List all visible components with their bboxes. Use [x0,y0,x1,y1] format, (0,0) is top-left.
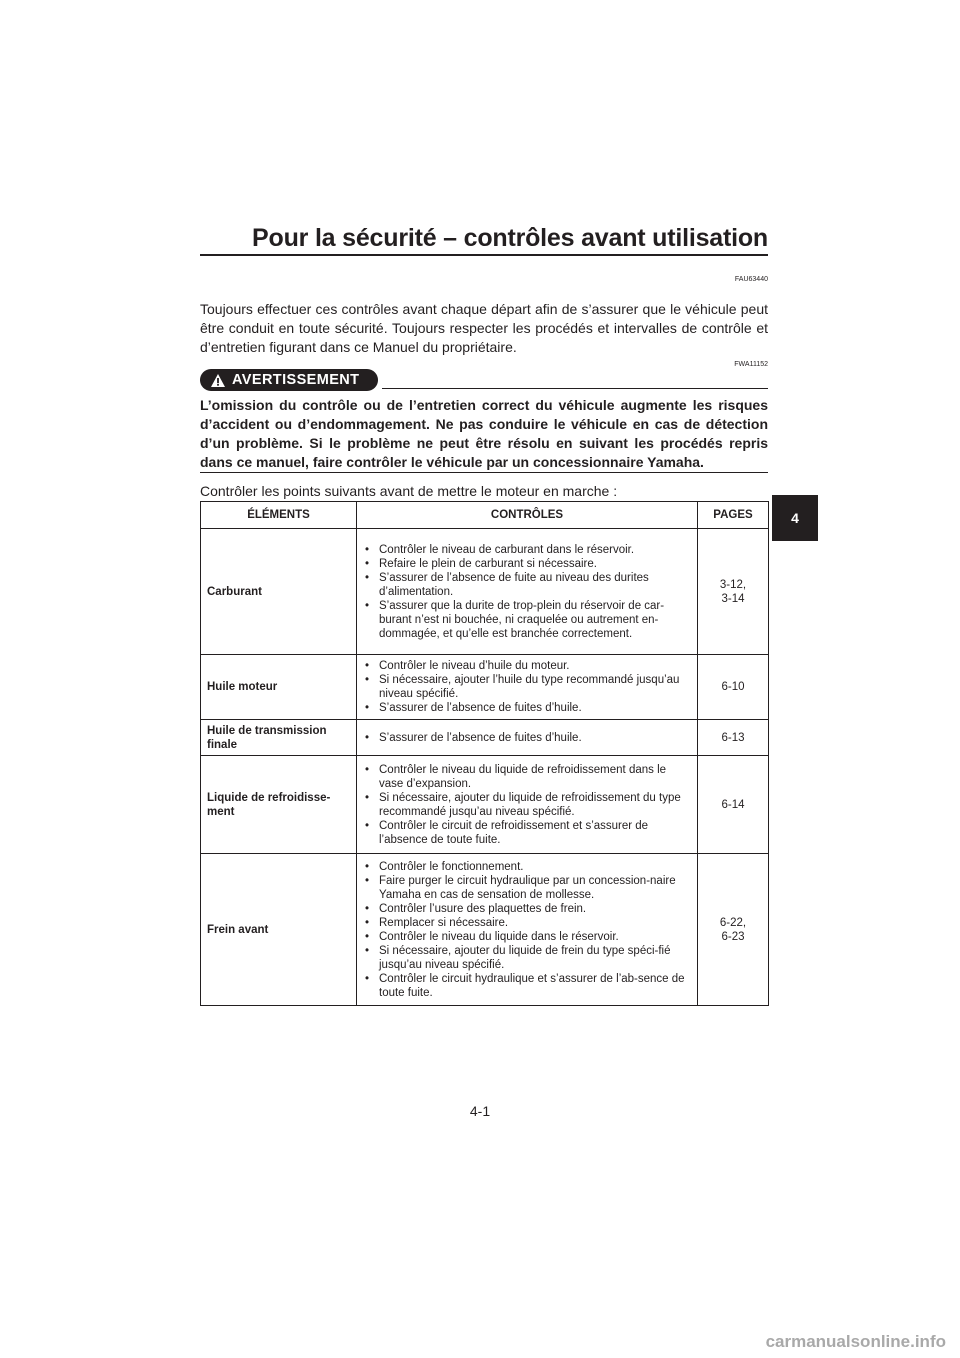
row-checks [357,854,698,1006]
page-number: 4-1 [469,1103,491,1119]
check-item: • S’assurer de l’absence de fuite au niveau des durites d’alimentation. [365,571,691,599]
header-items: ÉLÉMENTS [201,502,357,529]
row-checks [357,655,698,720]
check-item: • S’assurer de l’absence de fuites d’huile. [365,731,691,745]
check-item: • Si nécessaire, ajouter du liquide de frein du type spéci-fié jusqu’au niveau spécifié. [365,944,691,972]
table-row [201,529,769,655]
check-item: • Remplacer si nécessaire. [365,916,691,930]
page-title: Pour la sécurité – contrôles avant utilisation [252,224,768,252]
check-item: • Faire purger le circuit hydraulique par un concession-naire Yamaha en cas de sensation de mollesse. [365,874,691,902]
row-pages: 6-14 [698,756,769,854]
warning-badge [200,369,378,391]
row-item: Liquide de refroidisse-ment [201,756,357,854]
check-item: • Si nécessaire, ajouter l’huile du type recommandé jusqu’au niveau spécifié. [365,673,691,701]
reference-code: FAU63440 [734,276,768,283]
row-item: Huile de transmission finale [201,720,357,756]
row-checks [357,529,698,655]
check-item: • Refaire le plein de carburant si nécessaire. [365,557,691,571]
warning-code: FWA11152 [734,361,768,368]
check-item: • Contrôler le circuit de refroidissement et s’assurer de l’absence de toute fuite. [365,819,691,847]
warning-bottom-rule [200,472,768,473]
row-pages: 6-13 [698,720,769,756]
lead-sentence: Contrôler les points suivants avant de mettre le moteur en marche : [200,483,618,499]
check-item: • S’assurer de l’absence de fuites d’huile. [365,701,691,715]
chapter-tab: 4 [772,495,818,541]
row-checks [357,720,698,756]
table-row [201,655,769,720]
row-item: Carburant [201,529,357,655]
table-row [201,854,769,1006]
intro-paragraph: Toujours effectuer ces contrôles avant chaque départ afin de s’assurer que le véhicule peut être conduit en toute sécurité. Toujours respecter les procédés et intervalles de contrôle et d’entretien figurant dans ce Manuel du propriétaire. [200,301,768,355]
title-rule [200,254,768,256]
checks-list [365,543,691,641]
row-pages: 3-12, 3-14 [698,529,769,655]
checks-table [200,501,769,1006]
check-item: • Contrôler le niveau de carburant dans le réservoir. [365,543,691,557]
check-item: • S’assurer que la durite de trop-plein du réservoir de car-burant n’est ni bouchée, ni craquelée ou autrement en-dommagée, et qu’elle est branchée correctement. [365,599,691,641]
checks-list [365,731,691,745]
header-checks: CONTRÔLES [357,502,698,529]
check-item: • Contrôler le niveau d’huile du moteur. [365,659,691,673]
table-row [201,756,769,854]
check-item: • Si nécessaire, ajouter du liquide de refroidissement du type recommandé jusqu’au niveau spécifié. [365,791,691,819]
check-item: • Contrôler le fonctionnement. [365,860,691,874]
check-item: • Contrôler l’usure des plaquettes de frein. [365,902,691,916]
watermark: carmanualsonline.info [765,1332,946,1351]
table-header-row [201,502,769,529]
row-pages: 6-10 [698,655,769,720]
warning-triangle-icon [210,373,226,388]
checks-list [365,860,691,1000]
table-body [201,529,769,1006]
row-item: Huile moteur [201,655,357,720]
checks-list [365,763,691,847]
check-item: • Contrôler le niveau du liquide de refroidissement dans le vase d’expansion. [365,763,691,791]
table-row [201,720,769,756]
check-item: • Contrôler le circuit hydraulique et s’assurer de l’ab-sence de toute fuite. [365,972,691,1000]
row-item: Frein avant [201,854,357,1006]
warning-label: AVERTISSEMENT [232,372,360,388]
row-checks [357,756,698,854]
header-pages: PAGES [698,502,769,529]
row-pages: 6-22, 6-23 [698,854,769,1006]
check-item: • Contrôler le niveau du liquide dans le réservoir. [365,930,691,944]
warning-rule [382,388,768,389]
warning-text: L’omission du contrôle ou de l’entretien correct du véhicule augmente les risques d’accident ou d’endommagement. Ne pas conduire le véhicule en cas de détection d’un problème. Si le problème ne peut être résolu en suivant les procédés repris dans ce manuel, faire contrôler le véhicule par un concessionnaire Yamaha. [200,397,768,470]
checks-list [365,659,691,715]
